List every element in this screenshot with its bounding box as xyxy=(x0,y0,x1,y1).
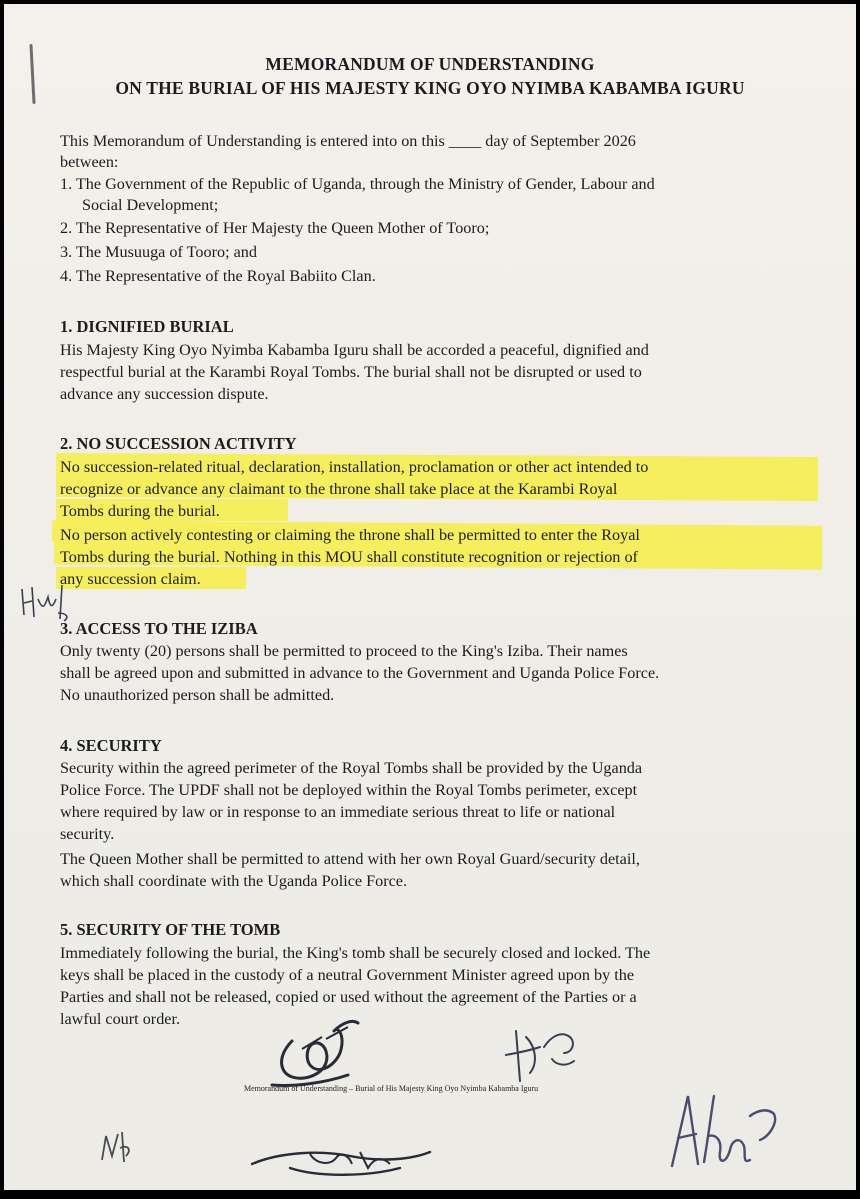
party-item: 4. The Representative of the Royal Babiito Clan. xyxy=(60,267,376,285)
intro-text: between: xyxy=(60,153,119,171)
section-text: The Queen Mother shall be permitted to attend with her own Royal Guard/security detail, xyxy=(60,850,640,868)
section-text: Parties and shall not be released, copied or used without the agreement of the Parties or a xyxy=(60,988,637,1006)
section-text: No person actively contesting or claiming the throne shall be permitted to enter the Royal xyxy=(60,526,640,544)
section-heading: 2. NO SUCCESSION ACTIVITY xyxy=(60,434,297,453)
document-footer: Memorandum of Understanding – Burial of His Majesty King Oyo Nyimba Kabamba Iguru xyxy=(244,1084,539,1093)
section-text: No succession-related ritual, declaration, installation, proclamation or other act intended to xyxy=(60,458,649,476)
party-item: Social Development; xyxy=(82,196,219,214)
section-text: security. xyxy=(60,825,115,843)
section-text: advance any succession dispute. xyxy=(60,385,269,403)
signature-mark xyxy=(264,1009,374,1094)
signature-mark xyxy=(660,1076,785,1181)
section-text: Only twenty (20) persons shall be permitted to proceed to the King's Iziba. Their names xyxy=(60,642,628,660)
section-text: Security within the agreed perimeter of the Royal Tombs shall be provided by the Uganda xyxy=(60,759,643,777)
section-text: recognize or advance any claimant to the throne shall take place at the Karambi Royal xyxy=(60,480,618,498)
section-text: lawful court order. xyxy=(60,1010,181,1028)
section-text: shall be agreed upon and submitted in advance to the Government and Uganda Police Force. xyxy=(60,664,660,682)
section-heading: 4. SECURITY xyxy=(60,736,162,755)
section-heading: 5. SECURITY OF THE TOMB xyxy=(60,920,281,939)
section-text: Tombs during the burial. xyxy=(60,502,220,520)
section-text: No unauthorized person shall be admitted. xyxy=(60,686,335,704)
party-item: 3. The Musuuga of Tooro; and xyxy=(60,243,257,261)
party-item: 1. The Government of the Republic of Uganda, through the Ministry of Gender, Labour and xyxy=(60,175,655,193)
margin-initials-mark xyxy=(96,1126,140,1168)
document-page xyxy=(4,4,856,1190)
section-text: respectful burial at the Karambi Royal Tombs. The burial shall not be disrupted or used to xyxy=(60,363,642,381)
intro-text: This Memorandum of Understanding is entered into on this ____ day of September 2026 xyxy=(60,132,636,150)
section-text: His Majesty King Oyo Nyimba Kabamba Iguru shall be accorded a peaceful, dignified and xyxy=(60,341,649,359)
section-text: any succession claim. xyxy=(60,570,201,588)
signature-mark xyxy=(240,1134,440,1184)
section-text: keys shall be placed in the custody of a neutral Government Minister agreed upon by the xyxy=(60,966,635,984)
section-text: which shall coordinate with the Uganda Police Force. xyxy=(60,872,408,890)
margin-initials-mark xyxy=(18,579,78,624)
section-text: Immediately following the burial, the King's tomb shall be securely closed and locked. The xyxy=(60,944,651,962)
document-title-line-2: ON THE BURIAL OF HIS MAJESTY KING OYO NYIMBA KABAMBA IGURU xyxy=(115,78,745,98)
document-title-line-1: MEMORANDUM OF UNDERSTANDING xyxy=(265,54,595,74)
section-text: Tombs during the burial. Nothing in this MOU shall constitute recognition or rejection of xyxy=(60,548,638,566)
section-text: where required by law or in response to an immediate serious threat to life or national xyxy=(60,803,616,821)
section-heading: 3. ACCESS TO THE IZIBA xyxy=(60,619,258,638)
section-heading: 1. DIGNIFIED BURIAL xyxy=(60,317,234,336)
signature-mark xyxy=(496,1017,586,1089)
party-item: 2. The Representative of Her Majesty the Queen Mother of Tooro; xyxy=(60,219,490,237)
section-text: Police Force. The UPDF shall not be deployed within the Royal Tombs perimeter, except xyxy=(60,781,638,799)
